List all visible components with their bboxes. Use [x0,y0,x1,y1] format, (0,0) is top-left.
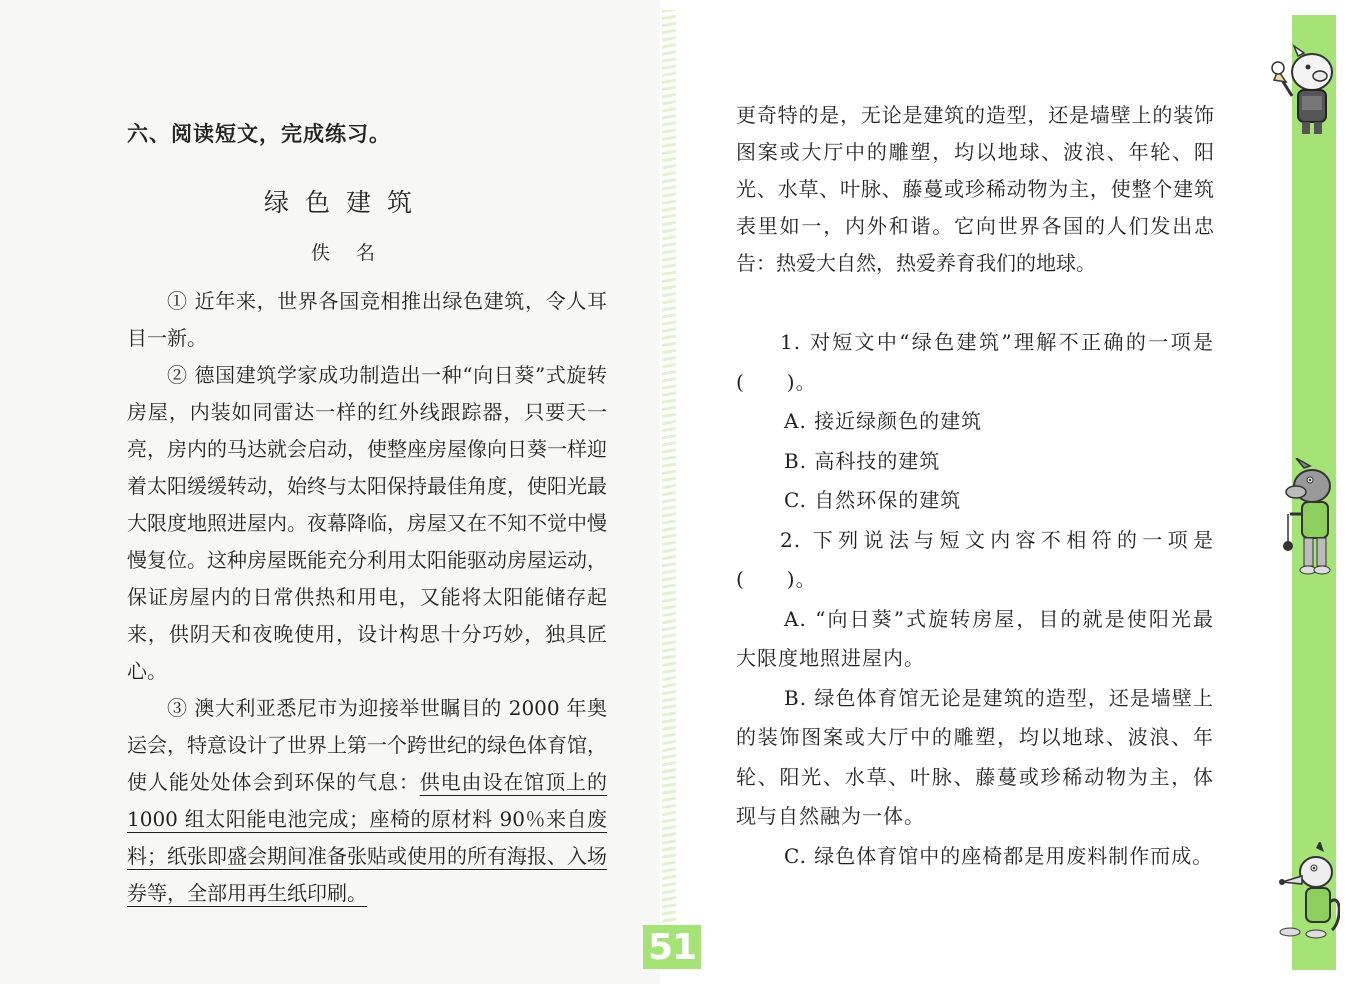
article-body-right [736,97,1214,282]
section-heading: 六、阅读短文，完成练习。 [127,122,391,146]
question-2-option-a: A. “向日葵”式旋转房屋，目的就是使阳光最大限度地照进屋内。 [736,606,1214,670]
fox-cartoon-icon [1276,842,1340,942]
paragraph-3-text: ③ 澳大利亚悉尼市为迎接举世瞩目的 2000 年奥运会，特意设计了世界上第一个跨世纪的绿色体育馆，使人能处处体会到环保的气息： [127,696,607,794]
paragraph-3 [127,690,607,912]
question-2: 2. 下列说法与短文内容不相符的一项是( )。 [736,527,1214,591]
article-author: 佚名 [310,242,401,264]
paragraph-1: ① 近年来，世界各国竞相推出绿色建筑，令人耳目一新。 [127,289,607,350]
page-number: 51 [643,925,701,969]
paragraph-3-continuation: 更奇特的是，无论是建筑的造型，还是墙壁上的装饰图案或大厅中的雕塑，均以地球、波浪、年轮、阳光、水草、叶脉、藤蔓或珍稀动物为主，使整个建筑表里如一，内外和谐。它向世界各国的人们发出忠告：热爱大自然，热爱养育我们的地球。 [736,103,1214,275]
question-1-option-c: C. 自然环保的建筑 [784,488,962,512]
exercise-questions [736,323,1214,876]
paragraph-2: ② 德国建筑学家成功制造出一种“向日葵”式旋转房屋，内装如同雷达一样的红外线跟踪器，只要天一亮，房内的马达就会启动，使整座房屋像向日葵一样迎着太阳缓缓转动，始终与太阳保持最佳角度，使阳光最大限度地照进屋内。夜幕降临，房屋又在不知不觉中慢慢复位。这种房屋既能充分利用太阳能驱动房屋运动，保证房屋内的日常供热和用电，又能将太阳能储存起来，供阴天和夜晚使用，设计构思十分巧妙，独具匠心。 [127,363,607,683]
question-2-option-c: C. 绿色体育馆中的座椅都是用废料制作而成。 [784,843,1214,868]
pig-cartoon-icon [1262,40,1342,140]
wolf-cartoon-icon [1274,458,1340,578]
question-1-option-b: B. 高科技的建筑 [784,448,941,473]
paragraph-3-underlined-text: 供电由设在馆顶上的 1000 组太阳能电池完成；座椅的原材料 90％来自废料；纸张即盛会期间准备张贴或使用的所有海报、入场券等，全部用再生纸印刷。 [127,770,608,905]
question-2-option-b: B. 绿色体育馆无论是建筑的造型，还是墙壁上的装饰图案或大厅中的雕塑，均以地球、波浪、年轮、阳光、水草、叶脉、藤蔓或珍稀动物为主，体现与自然融为一体。 [736,685,1214,828]
article-title: 绿色建筑 [263,188,428,217]
article-body-left [127,283,607,912]
question-1-option-a: A. 接近绿颜色的建筑 [784,409,983,433]
book-spine [662,10,676,950]
question-1: 1. 对短文中“绿色建筑”理解不正确的一项是( )。 [736,330,1214,394]
